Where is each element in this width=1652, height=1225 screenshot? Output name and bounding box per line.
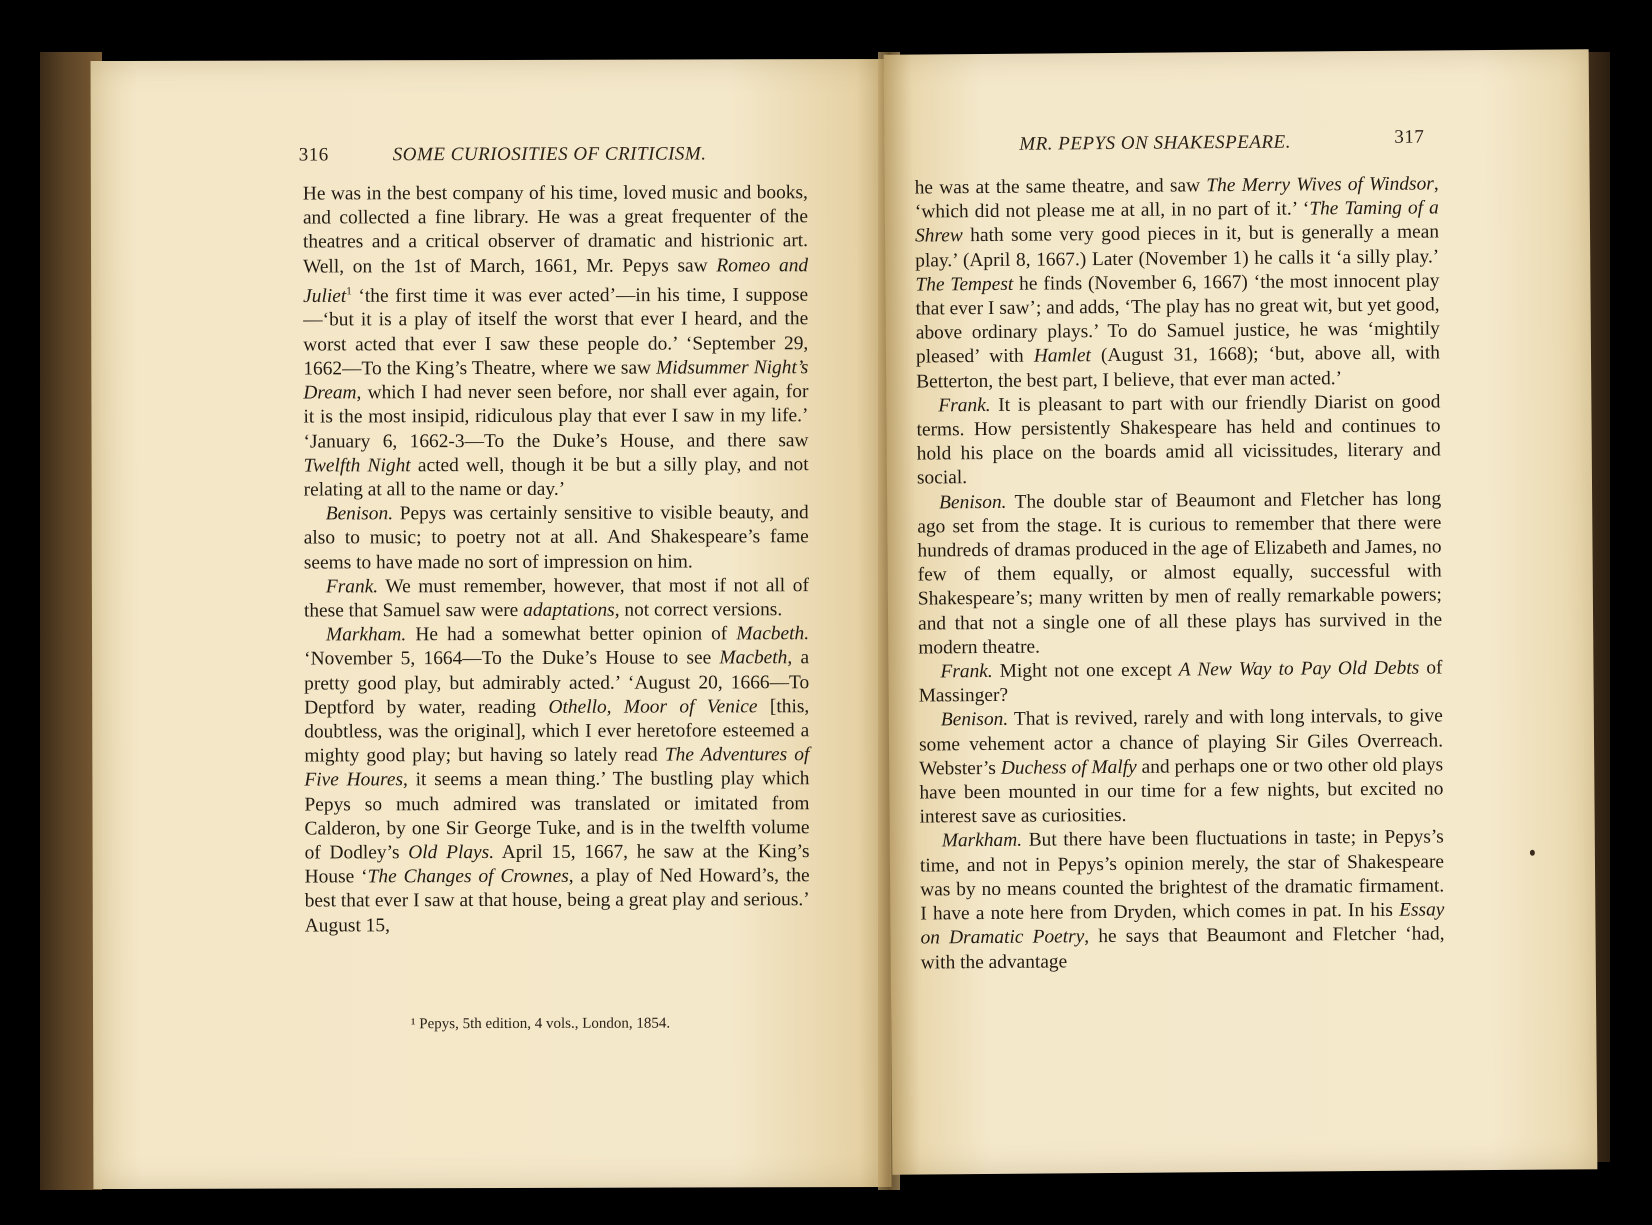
left-body-text: He was in the best company of his time, loved music and books, and collected a fine library. He was a great frequenter of the theatres and a critical observer of dramatic and histrionic art. Well, on the 1st of March, 1661, Mr. Pepys saw Romeo and Juliet$^1$ ‘the first time it was ever acted’—in his time, I suppose—‘but it is a play of itself the worst that ever I heard, and the worst acted that ever I saw these people do.’ ‘September 29, 1662—To the King’s Theatre, where we saw Midsummer Night’s Dream, which I had never seen before, nor shall ever again, for it is the most insipid, ridiculous play that ever I saw in my life.’ ‘January 6, 1662-3—To the Duke’s House, and there saw Twelfth Night acted well, though it be but a silly play, and not relating at all to the name or day.’ Benison. Pepys was certainly sensitive to visible beauty, and also to music; to poetry not at all. And Shakespeare’s fame seems to have made no sort of impression on him. Frank. We must remember, however, that most if not all of these that Samuel saw were adaptations, not correct versions. Markham. He had a somewhat better opinion of Macbeth. ‘November 5, 1664—To the Duke’s House to see Macbeth, a pretty good play, but admirably acted.’ ‘August 20, 1666—To Deptford by water, reading Othello, Moor of Venice [this, doubtless, was the original], which I ever heretofore esteemed a mighty good play; but having so lately read The Adventures of Five Houres, it seems a mean thing.’ The bustling play which Pepys so much admired was translated or imitated from Calderon, by one Sir George Tuke, and is in the twelfth volume of Dodley’s Old Plays. April 15, 1667, he saw at the King’s House ‘The Changes of Crownes, a play of Ned Howard’s, the best that ever I saw at that house, being a great play and serious.’ August 15, [302,182,810,937]
ink-speck [1530,850,1535,856]
right-page-number: 317 [1394,126,1425,148]
right-body-text: he was at the same theatre, and saw The Merry Wives of Windsor, ‘which did not please me at all, in no part of it.’ ‘The Taming of a Shrew hath some very good pieces in it, but is generally a mean play.’ (April 8, 1667.) Later (November 1) he calls it ‘a silly play.’ The Tempest he finds (November 6, 1667) ‘the most innocent play that ever I saw’; and adds, ‘The play has no great wit, but yet good, above ordinary plays.’ To do Samuel justice, he was ‘mightily pleased’ with Hamlet (August 31, 1668); ‘but, above all, with Betterton, the best part, I believe, that ever man acted.’ Frank. It is pleasant to part with our friendly Diarist on good terms. How persistently Shakespeare has held and continues to hold his place on the boards amid all vicissitudes, literary and social. Benison. The double star of Beaumont and Fletcher has long ago set from the stage. It is curious to remember that there were hundreds of dramas produced in the age of Elizabeth and James, no few of them equally, or almost equally, successful with Shakespeare’s; many written by men of really remarkable powers; and that not a single one of all these plays has survived in the modern theatre. Frank. Might not one except A New Way to Pay Old Debts of Massinger? Benison. That is revived, rarely and with long intervals, to give some vehement actor a chance of playing Sir Giles Overreach. Webster’s Duchess of Malfy and perhaps one or two other old plays have been mounted in our time for a few nights, but excited no interest save as curiosities. Markham. But there have been fluctuations in taste; in Pepys’s time, and not in Pepys’s opinion merely, the star of Shakespeare was by no means counted the brightest of the dramatic firmament. I have a note here from Dryden, which comes in pat. In his Essay on Dramatic Poetry, he says that Beaumont and Fletcher ‘had, with the advantage [914,173,1445,974]
open-book [40,52,1610,1190]
right-page [884,49,1598,1175]
left-running-head: SOME CURIOSITIES OF CRITICISM. [392,143,707,166]
left-page [91,59,892,1189]
right-running-head: MR. PEPYS ON SHAKESPEARE. [1019,131,1292,155]
left-page-number: 316 [298,144,329,166]
footnote: ¹ Pepys, 5th edition, 4 vols., London, 1854. [411,1015,671,1033]
